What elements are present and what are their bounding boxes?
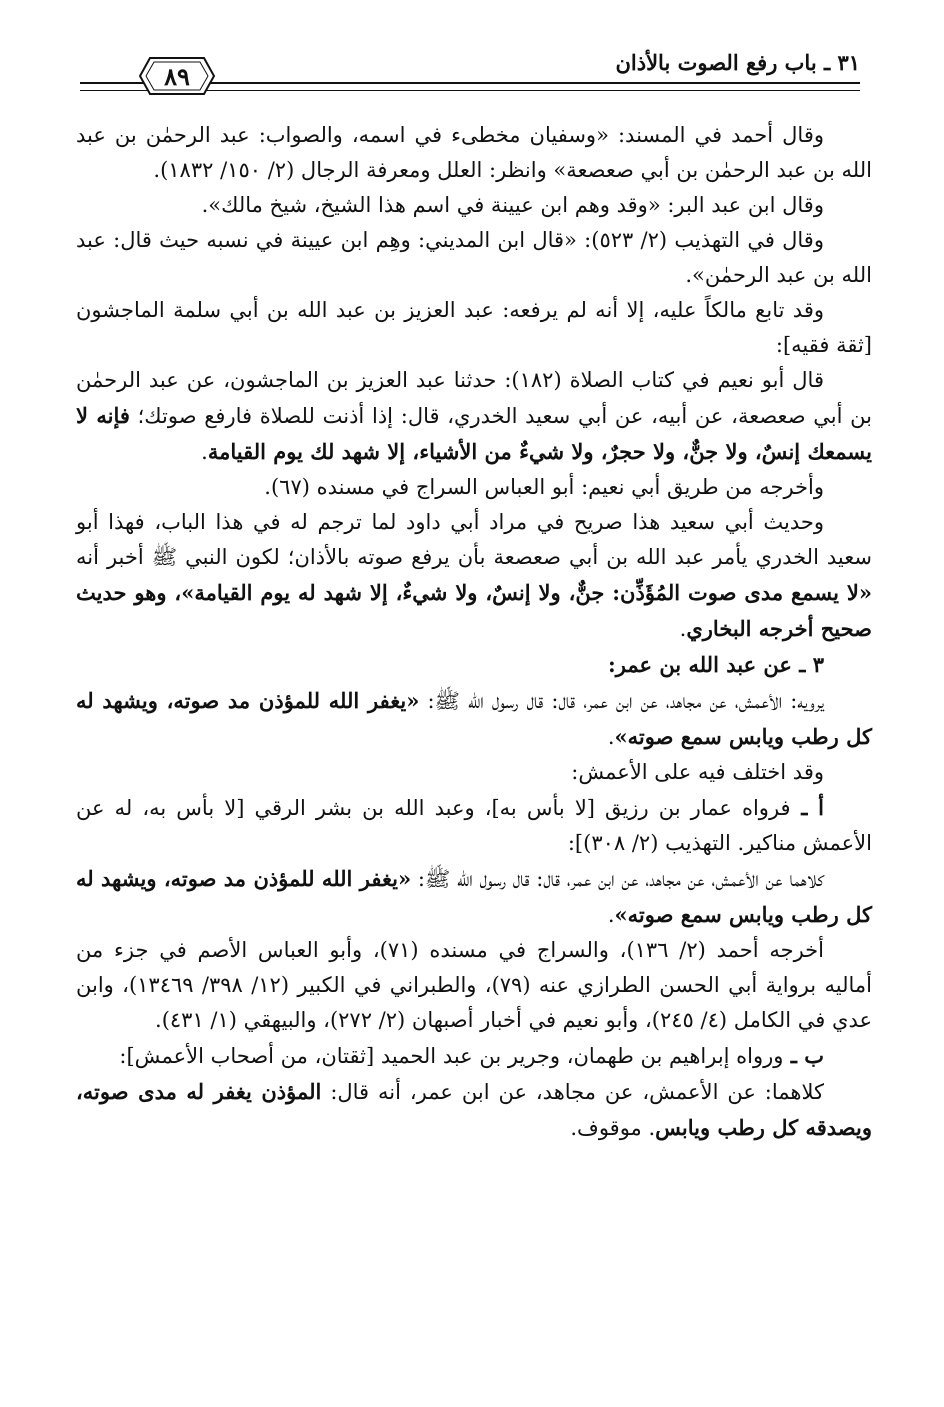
text-segment: وقد اختلف فيه على الأعمش:: [571, 760, 824, 784]
text-segment: وقال أحمد في المسند: «وسفيان مخطىء في اسمه، والصواب: عبد الرحمٰن بن عبد الله بن عبد الرحمٰن بن أبي صعصعة» وانظر: العلل ومعرفة الرجال (٢/ ١٥٠/ ١٨٣٢).: [76, 123, 872, 182]
bold-text-segment: ٣ ـ عن عبد الله بن عمر:: [608, 652, 824, 677]
bold-text-segment: أ ـ: [790, 795, 824, 820]
paragraph: [76, 933, 872, 1038]
paragraph: [76, 755, 872, 790]
paragraph: [76, 223, 872, 293]
text-segment: وحديث أبي سعيد هذا صريح في مراد أبي داود لما ترجم له في هذا الباب، فهذا أبو سعيد الخدري يأمر عبد الله بن أبي صعصعة بأن يرفع صوته بالأذان؛ لكون النبي ﷺ أخبر أنه: [76, 510, 872, 569]
paragraph: [76, 118, 872, 188]
paragraph: [76, 293, 872, 363]
paragraph: [76, 683, 872, 755]
paragraph: [76, 505, 872, 647]
bold-text-segment: «يغفر الله للمؤذن مد صوته، ويشهد له كل رطب ويابس سمع صوته»: [76, 866, 872, 927]
bold-text-segment: فإنه لا يسمعك إنسٌ، ولا جنٌّ، ولا حجرٌ، ولا شيءٌ من الأشياء، إلا شهد لك يوم القيامة: [76, 403, 872, 464]
text-segment: كلاهما عن الأعمش، عن مجاهد، عن ابن عمر، قال: قال رسول الله ﷺ:: [411, 867, 824, 891]
paragraph: [76, 790, 872, 861]
paragraph: [76, 363, 872, 470]
bold-text-segment: المؤذن يغفر له مدى صوته، ويصدقه كل رطب ويابس: [76, 1079, 872, 1140]
text-segment: .: [679, 617, 687, 641]
text-segment: . موقوف.: [570, 1116, 656, 1140]
text-segment: يرويه: الأعمش، عن مجاهد، عن ابن عمر، قال: قال رسول الله ﷺ:: [419, 689, 825, 713]
page-header: [60, 44, 860, 108]
text-segment: .: [607, 725, 615, 749]
paragraph: [76, 1074, 872, 1146]
text-segment: .: [607, 903, 615, 927]
paragraph: [76, 188, 872, 223]
paragraph: [76, 647, 872, 683]
chapter-title: ٣١ ـ باب رفع الصوت بالأذان: [615, 50, 860, 75]
header-rule: [200, 82, 860, 91]
bold-text-segment: «لا يسمع مدى صوت المُؤَذِّن: جنٌّ، ولا إنسٌ، ولا شيءٌ، إلا شهد له يوم القيامة»، وهو حديث صحيح أخرجه البخاري: [76, 580, 872, 641]
text-segment: قال أبو نعيم في كتاب الصلاة (١٨٢): حدثنا عبد العزيز بن الماجشون، عن عبد الرحمٰن بن أبي صعصعة، عن أبيه، عن أبي سعيد الخدري، قال: إذا أذنت للصلاة فارفع صوتك؛: [76, 368, 873, 428]
text-segment: وأخرجه من طريق أبي نعيم: أبو العباس السراج في مسنده (٦٧).: [264, 475, 824, 499]
paragraph: [76, 861, 872, 933]
text-segment: وقال ابن عبد البر: «وقد وهم ابن عيينة في اسم هذا الشيخ، شيخ مالك».: [201, 193, 824, 217]
text-segment: فرواه عمار بن رزيق [لا بأس به]، وعبد الله بن بشر الرقي [لا بأس به، له عن الأعمش مناكير. التهذيب (٢/ ٣٠٨)]:: [76, 796, 872, 855]
text-segment: أخرجه أحمد (٢/ ١٣٦)، والسراج في مسنده (٧١)، وأبو العباس الأصم في جزء من أماليه برواية أبي الحسن الطرازي عنه (٧٩)، والطبراني في الكبير (١٢/ ٣٩٨/ ١٣٤٦٩)، وابن عدي في الكامل (٤/ ٢٤٥)، وأبو نعيم في أخبار أصبهان (٢/ ٢٧٢)، والبيهقي (١/ ٤٣١).: [76, 938, 872, 1032]
page-number-frame: [138, 54, 216, 98]
text-segment: .: [201, 440, 208, 464]
page-number: ٨٩: [164, 62, 190, 91]
paragraph: [76, 470, 872, 505]
bold-text-segment: ب ـ: [783, 1043, 824, 1068]
paragraph: [76, 1038, 872, 1074]
bold-text-segment: «يغفر الله للمؤذن مد صوته، ويشهد له كل رطب ويابس سمع صوته»: [76, 688, 872, 749]
text-segment: كلاهما: عن الأعمش، عن مجاهد، عن ابن عمر، أنه قال:: [321, 1080, 824, 1104]
text-segment: وقد تابع مالكاً عليه، إلا أنه لم يرفعه: عبد العزيز بن عبد الله بن أبي سلمة الماجشون [ثقة فقيه]:: [76, 298, 872, 357]
body-text: [76, 118, 872, 1146]
text-segment: وقال في التهذيب (٢/ ٥٢٣): «قال ابن المديني: وهِم ابن عيينة في نسبه حيث قال: عبد الله بن عبد الرحمٰن».: [76, 228, 872, 287]
text-segment: ورواه إبراهيم بن طهمان، وجرير بن عبد الحميد [ثقتان، من أصحاب الأعمش]:: [119, 1044, 784, 1068]
